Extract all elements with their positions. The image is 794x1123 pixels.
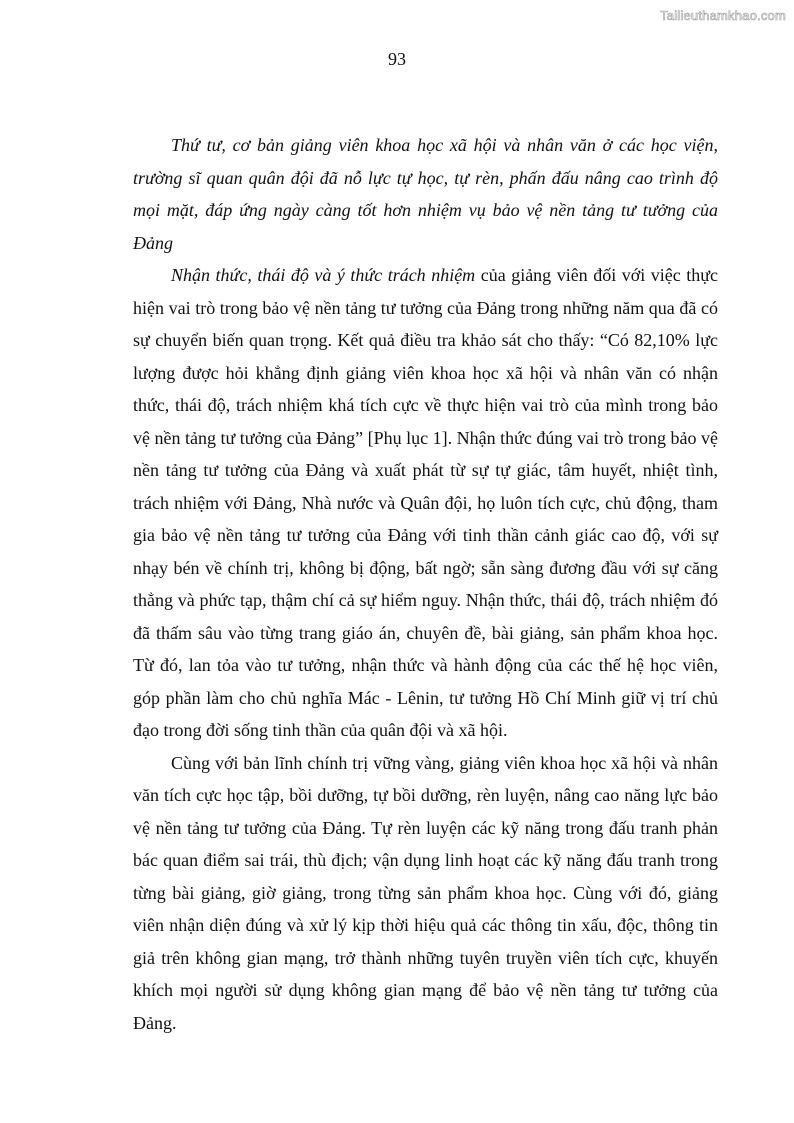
paragraph-2: Cùng với bản lĩnh chính trị vững vàng, giảng viên khoa học xã hội và nhân văn tích cực học tập, bồi dưỡng, tự bồi dưỡng, rèn luyện, nâng cao năng lực bảo vệ nền tảng tư tưởng của Đảng. Tự rèn luyện các kỹ năng trong đấu tranh phản bác quan điểm sai trái, thù địch; vận dụng linh hoạt các kỹ năng đấu tranh trong từng bài giảng, giờ giảng, trong từng sản phẩm khoa học. Cùng với đó, giảng viên nhận diện đúng và xử lý kịp thời hiệu quả các thông tin xấu, độc, thông tin giả trên không gian mạng, trở thành những tuyên truyền viên tích cực, khuyến khích mọi người sử dụng không gian mạng để bảo vệ nền tảng tư tưởng của Đảng. [133,752,718,1033]
section-heading: Thứ tư, cơ bản giảng viên khoa học xã hội và nhân văn ở các học viện, trường sĩ quan quân đội đã nỗ lực tự học, tự rèn, phấn đấu nâng cao trình độ mọi mặt, đáp ứng ngày càng tốt hơn nhiệm vụ bảo vệ nền tảng tư tưởng của Đảng [133,135,718,253]
watermark: Tailieuthamkhao.com [660,8,786,23]
paragraph-1-text: của giảng viên đối với việc thực hiện vai trò trong bảo vệ nền tảng tư tưởng của Đảng trong những năm qua đã có sự chuyển biến quan trọng. Kết quả điều tra khảo sát cho thấy: “Có 82,10% lực lượng được hỏi khẳng định giảng viên khoa học xã hội và nhân văn có nhận thức, thái độ, trách nhiệm khá tích cực về thực hiện vai trò của mình trong bảo vệ nền tảng tư tưởng của Đảng” [Phụ lục 1]. Nhận thức đúng vai trò trong bảo vệ nền tảng tư tưởng của Đảng và xuất phát từ sự tự giác, tâm huyết, nhiệt tình, trách nhiệm với Đảng, Nhà nước và Quân đội, họ luôn tích cực, chủ động, tham gia bảo vệ nền tảng tư tưởng của Đảng với tinh thần cảnh giác cao độ, với sự nhạy bén về chính trị, không bị động, bất ngờ; sẵn sàng đương đầu với sự căng thẳng và phức tạp, thậm chí cả sự hiểm nguy. Nhận thức, thái độ, trách nhiệm đó đã thấm sâu vào từng trang giáo án, chuyên đề, bài giảng, sản phẩm khoa học. Từ đó, lan tỏa vào tư tưởng, nhận thức và hành động của các thế hệ học viên, góp phần làm cho chủ nghĩa Mác - Lênin, tư tưởng Hồ Chí Minh giữ vị trí chủ đạo trong đời sống tinh thần của quân đội và xã hội. [133,265,718,740]
document-body [133,129,718,1039]
page-number: 93 [388,49,406,69]
paragraph-1 [133,259,718,747]
paragraph-1-emphasis: Nhận thức, thái độ và ý thức trách nhiệm [171,265,476,285]
